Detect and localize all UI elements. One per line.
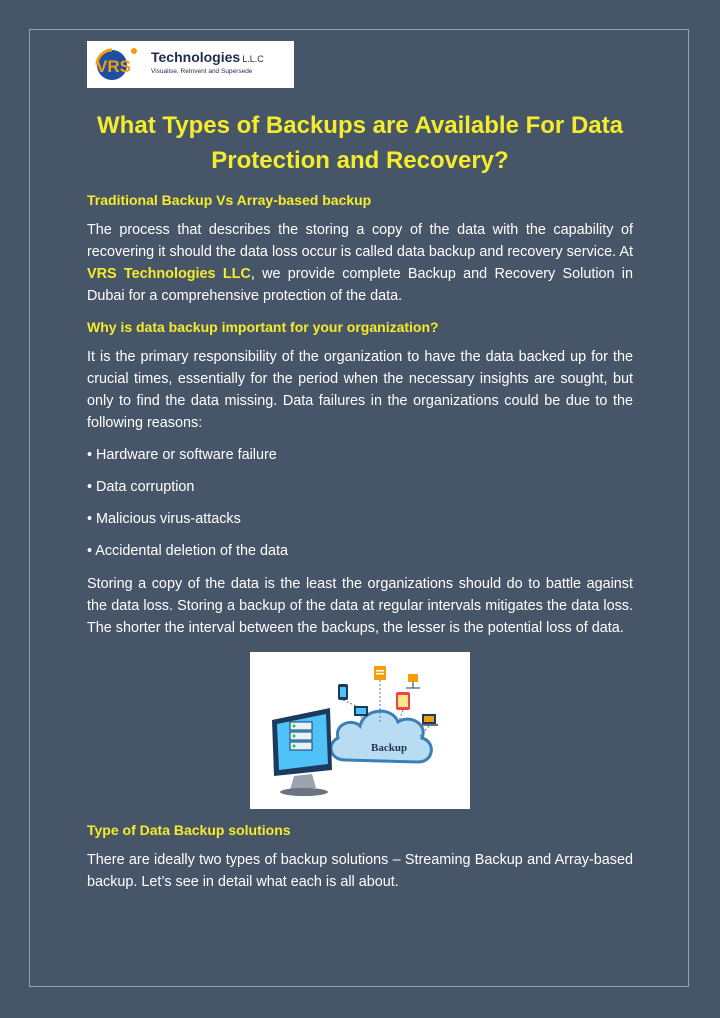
document-icon (374, 666, 386, 680)
bullet-item: • Malicious virus-attacks (87, 511, 241, 527)
bullet-item: • Data corruption (87, 479, 195, 495)
bullet-item: • Hardware or software failure (87, 447, 277, 463)
document-content (87, 41, 633, 893)
heading-traditional-backup: Traditional Backup Vs Array-based backup (87, 192, 372, 208)
storing-paragraph: Storing a copy of the data is the least the organizations should do to battle against the data loss. Storing a backup of the data at regular intervals mitigates the data loss. The shorter the interval between the backups, the lesser is the potential loss of data. (87, 576, 633, 636)
intro-text-1: The process that describes the storing a copy of the data with the capability of recovering it should the data loss occur is called data backup and recovery service. At (87, 222, 633, 260)
company-logo (87, 41, 294, 88)
logo-company-name (151, 49, 264, 65)
server-icon (290, 722, 312, 750)
logo-tagline: Visualise, ReInvent and Supersede (151, 68, 253, 75)
document-title: What Types of Backups are Available For Data Protection and Recovery? (97, 112, 623, 174)
company-link[interactable]: VRS Technologies LLC (87, 266, 251, 282)
why-paragraph: It is the primary responsibility of the organization to have the data backed up for the crucial times, essentially for the period when the necessary insights are sought, but only to find the data missing. Data failures in the organizations could be due to the following reasons: (87, 349, 633, 431)
tablet-icon (396, 692, 410, 710)
vrs-logo-mark (90, 47, 148, 83)
phone-icon (338, 684, 348, 700)
figure-label-backup: Backup (371, 742, 408, 754)
logo-name-text: Technologies (151, 49, 241, 65)
cloud-icon (331, 711, 431, 762)
logo-llc: L.L.C (242, 54, 264, 64)
intro-text-2: , we provide complete Backup and Recovery Solution in Dubai for a comprehensive protection of the data. (87, 266, 634, 304)
backup-illustration (250, 652, 470, 809)
types-paragraph: There are ideally two types of backup solutions – Streaming Backup and Array-based backup. Let’s see in detail what each is all about. (87, 852, 633, 890)
heading-why-backup: Why is data backup important for your organization? (87, 319, 439, 335)
heading-backup-types: Type of Data Backup solutions (87, 822, 291, 838)
laptop-icon (420, 714, 438, 726)
intro-paragraph (87, 219, 633, 307)
backup-illustration-graphic (250, 652, 470, 809)
tree-icon (406, 674, 420, 688)
monitor-icon (272, 708, 332, 796)
computer-icon (354, 706, 368, 716)
bullet-item: • Accidental deletion of the data (87, 543, 289, 559)
logo-mark-text: VRS (96, 57, 131, 76)
